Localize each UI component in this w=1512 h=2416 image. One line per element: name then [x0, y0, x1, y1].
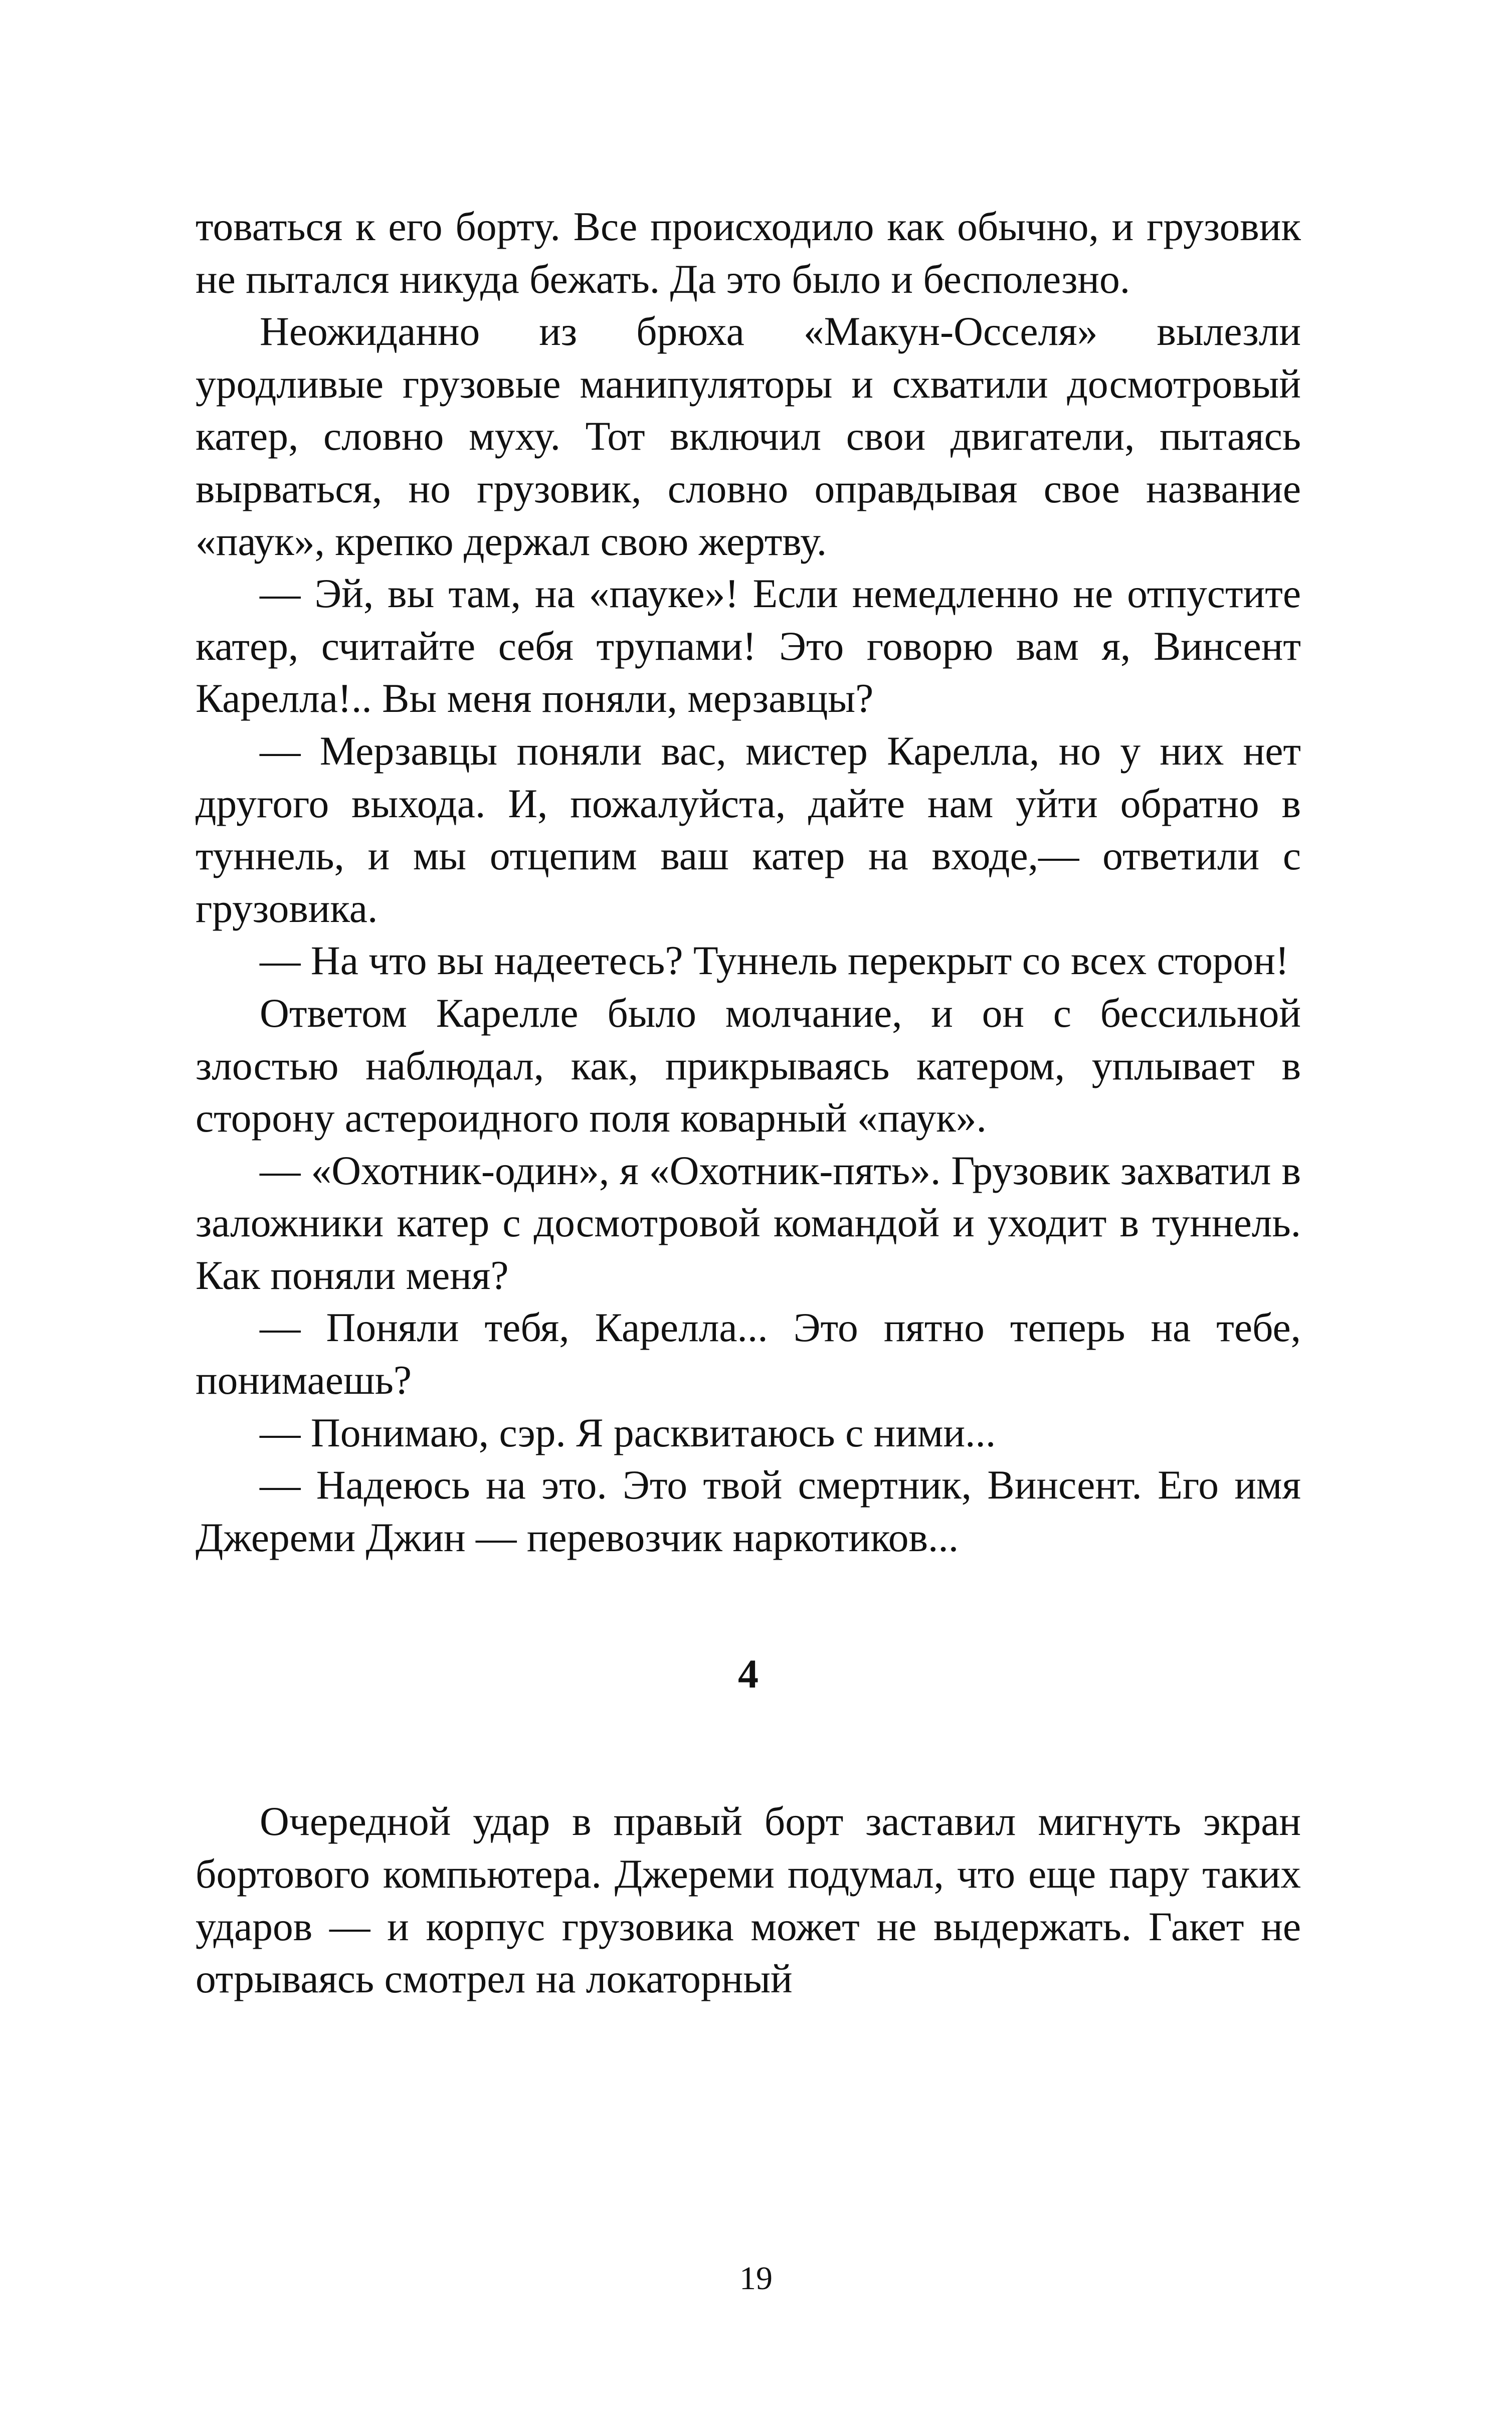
book-page [196, 201, 1301, 2005]
text-block-after [196, 1795, 1301, 2005]
paragraph: Очередной удар в правый борт заставил мигнуть экран бортового компьютера. Джереми подумал, что еще пару таких ударов — и корпус грузовика может не выдержать. Гакет не отрываясь смотрел на локаторный [196, 1798, 1301, 2002]
paragraph: — Надеюсь на это. Это твой смертник, Винсент. Его имя Джереми Джин — перевозчик наркотиков... [196, 1462, 1301, 1560]
paragraph: — Эй, вы там, на «пауке»! Если немедленно не отпустите катер, считайте себя трупами! Это говорю вам я, Винсент Карелла!.. Вы меня поняли, мерзавцы? [196, 571, 1301, 721]
page-number: 19 [739, 2260, 773, 2297]
paragraph: — Мерзавцы поняли вас, мистер Карелла, но у них нет другого выхода. И, пожалуйста, дайте нам уйти обратно в туннель, и мы отцепим ваш катер на входе,— ответили с грузовика. [196, 727, 1301, 931]
paragraph: — На что вы надеетесь? Туннель перекрыт со всех сторон! [260, 938, 1289, 984]
paragraph: Неожиданно из брюха «Макун-Осселя» вылезли уродливые грузовые манипуляторы и схватили досмотровый катер, словно муху. Тот включил свои двигатели, пытаясь вырваться, но грузовик, словно оправдывая свое название «паук», крепко держал свою жертву. [196, 308, 1301, 564]
paragraph: — Понимаю, сэр. Я расквитаюсь с ними... [260, 1409, 996, 1455]
paragraph: — «Охотник-один», я «Охотник-пять». Грузовик захватил в заложники катер с досмотровой командой и уходит в туннель. Как поняли меня? [196, 1147, 1301, 1298]
paragraph: товаться к его борту. Все происходило как обычно, и грузовик не пытался никуда бежать. Да это было и бесполезно. [196, 204, 1301, 302]
chapter-heading: 4 [738, 1651, 759, 1697]
paragraph: — Поняли тебя, Карелла... Это пятно теперь на тебе, понимаешь? [196, 1305, 1301, 1403]
paragraph: Ответом Карелле было молчание, и он с бессильной злостью наблюдал, как, прикрываясь катером, уплывает в сторону астероидного поля коварный «паук». [196, 990, 1301, 1141]
text-block-before [196, 201, 1301, 1564]
